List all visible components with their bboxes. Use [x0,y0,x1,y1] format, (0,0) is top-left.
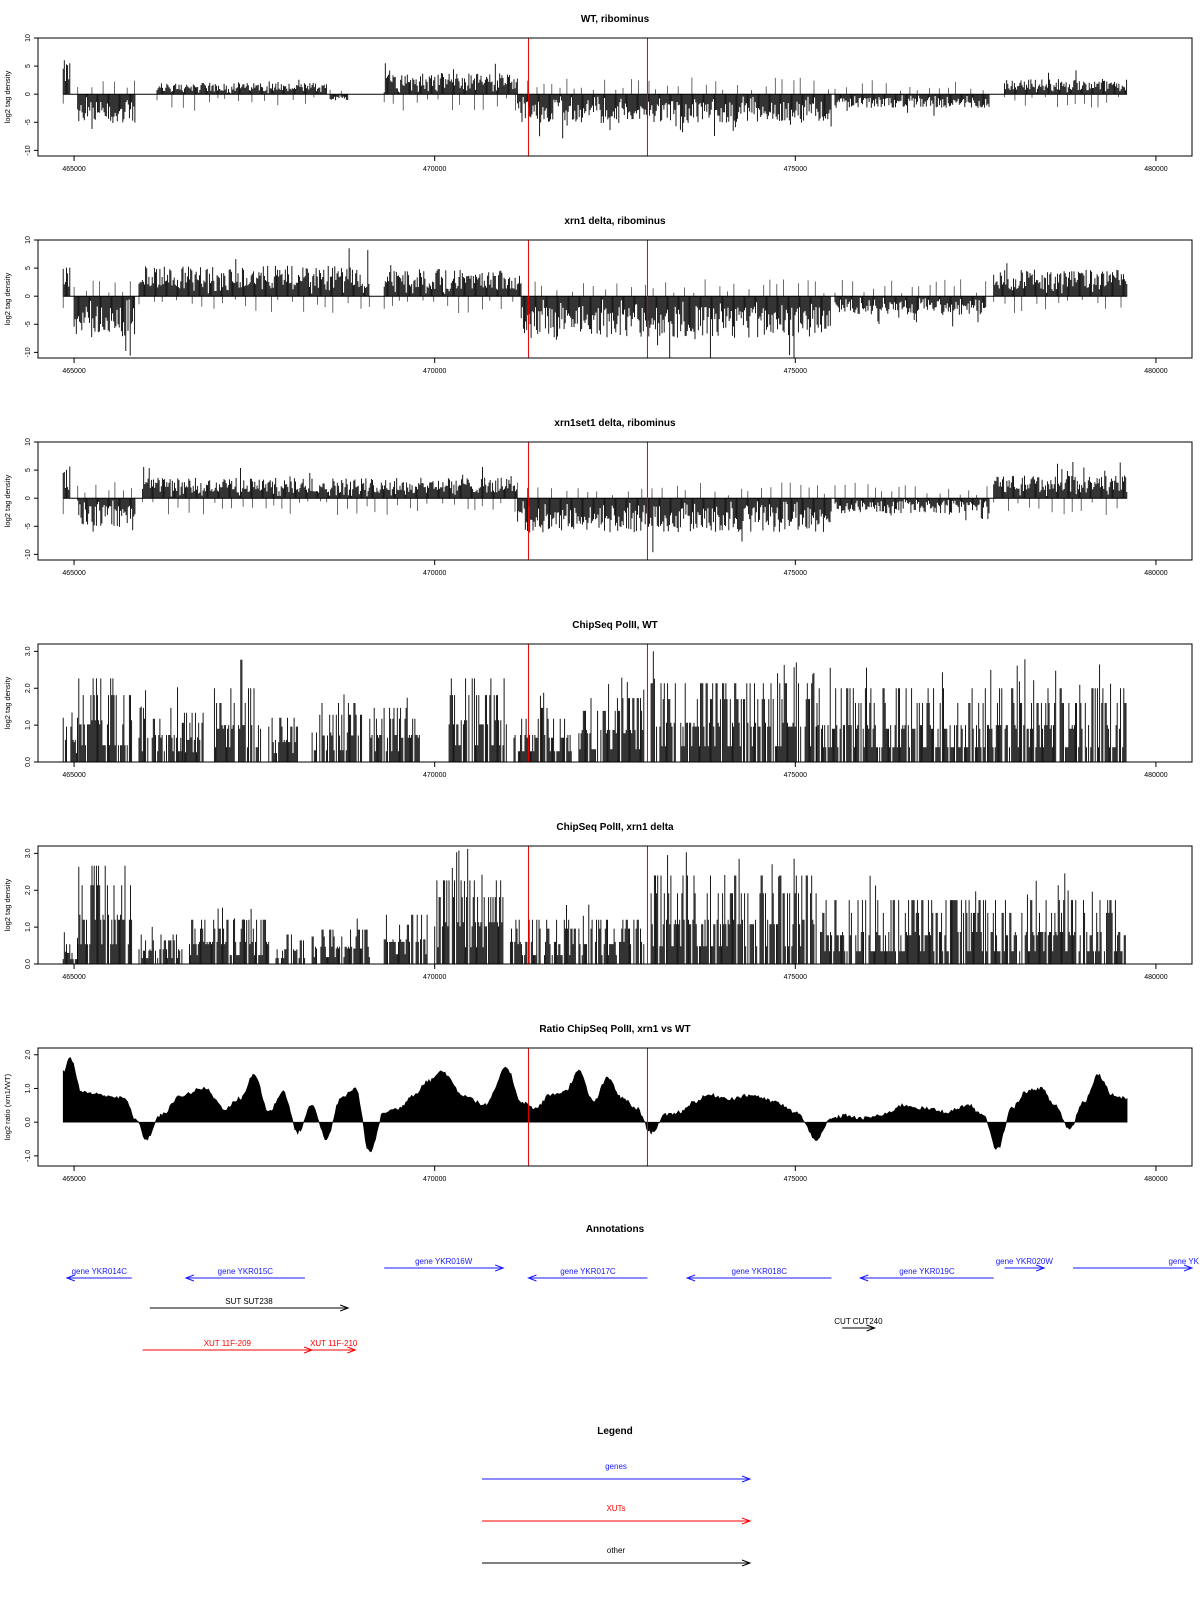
data-segment [651,852,816,964]
legend-item [482,1546,750,1566]
data-segment [384,265,520,313]
legend-panel [482,1426,750,1566]
y-tick-label: -5 [25,119,32,126]
data-bars [63,932,77,964]
legend-item [482,1504,750,1524]
data-bars [63,467,70,499]
data-bars [449,678,506,762]
panel-title: xrn1set1 delta, ribominus [554,418,676,429]
data-segment [157,80,326,111]
data-segment [276,935,305,965]
data-bars [579,905,644,964]
data-bars [312,694,362,762]
data-bars [330,94,348,100]
panel-title: Ratio ChipSeq PolII, xrn1 vs WT [539,1024,691,1035]
y-tick-label: -1.0 [25,1149,32,1162]
data-segment [384,63,517,110]
data-bars [269,718,298,762]
x-tick-label: 480000 [1144,570,1168,577]
data-bars [835,498,989,520]
x-tick-label: 475000 [783,368,807,375]
data-bars-minor [835,80,983,94]
annotation-feature [143,1339,312,1353]
y-axis [3,438,38,559]
data-bars [514,693,571,762]
y-tick-label: 10 [25,34,32,42]
data-segment [518,78,832,139]
annotation-feature [310,1339,358,1353]
data-segment [384,915,427,964]
feature-label: XUT 11F-209 [203,1339,251,1348]
data-bars [651,852,816,964]
data-bars-minor [143,498,515,515]
feature-label: gene YKR017C [560,1267,616,1276]
data-segment [510,905,575,964]
annotations-panel [67,1224,1200,1353]
x-axis [62,1166,1167,1183]
data-segment [312,694,362,762]
x-tick-label: 475000 [783,166,807,173]
panel-title: ChipSeq PolII, xrn1 delta [556,822,674,833]
data-segment [835,279,986,326]
data-segment [143,467,517,515]
x-tick-label: 480000 [1144,974,1168,981]
data-bars [74,296,135,355]
data-bars [651,651,816,762]
data-bars [63,713,77,763]
annotations-title: Annotations [585,1224,645,1235]
data-bars [312,919,369,965]
data-segment [449,678,506,762]
data-segment [370,698,420,762]
feature-label: gene YKR016W [415,1257,473,1266]
panel-title: ChipSeq PolII, WT [572,620,658,631]
data-bars-minor [518,483,825,499]
data-segment [821,873,1127,964]
x-tick-label: 480000 [1144,772,1168,779]
data-bars [817,659,1126,762]
x-tick-label: 480000 [1144,368,1168,375]
data-segment [78,482,135,531]
y-tick-label: 5 [25,468,32,473]
y-tick-label: -10 [25,347,32,358]
legend-label: genes [605,1462,627,1471]
data-segment [835,80,989,115]
data-bars-minor [157,94,314,110]
y-axis [3,646,38,766]
y-tick-label: -5 [25,321,32,328]
data-segment [579,678,644,762]
data-segment [330,90,348,100]
y-axis [3,1050,38,1162]
data-bars-minor [384,94,515,110]
plot-frame [38,38,1192,156]
chart-panel-6 [3,1024,1192,1183]
data-bars [139,248,369,296]
x-tick-label: 465000 [62,974,86,981]
legend-label: XUTs [606,1504,626,1513]
y-axis-label: log2 tag density [3,474,12,528]
chart-panel-1 [3,14,1192,173]
x-axis [62,560,1167,577]
data-bars [63,60,70,94]
data-bars-minor [78,482,132,498]
data-bars [994,263,1127,296]
panel-title: xrn1 delta, ribominus [564,216,666,227]
y-tick-label: 1.0 [25,1083,32,1094]
annotation-feature [834,1317,883,1331]
y-axis-label: log2 ratio (xrn1/WT) [3,1073,12,1141]
x-tick-label: 475000 [783,1176,807,1183]
data-bars-minor [835,483,987,498]
annotation-feature [528,1267,647,1281]
data-segment [514,693,571,762]
data-segment [211,660,261,762]
x-tick-label: 475000 [783,772,807,779]
feature-label: CUT CUT240 [834,1317,883,1326]
feature-label: gene YKR020W [995,1257,1053,1266]
y-tick-label: 0.0 [25,757,32,767]
data-bars-minor [139,296,369,313]
x-tick-label: 470000 [423,974,447,981]
legend-title: Legend [597,1426,633,1437]
y-tick-label: 2.0 [25,1049,32,1060]
data-segment [63,932,77,964]
y-tick-label: 0 [25,92,32,97]
data-segment [182,713,203,762]
panel-data [63,248,1127,358]
data-segment [78,866,132,964]
annotation-feature [67,1267,132,1281]
data-bars [139,927,182,964]
data-bars-minor [1005,94,1119,107]
data-bars [143,467,517,498]
ratio-area [63,1058,1127,1152]
chart-panel-4 [3,620,1192,779]
data-bars [1005,70,1127,94]
data-bars [835,296,986,326]
y-tick-label: 10 [25,438,32,446]
data-segment [312,919,369,965]
data-bars-minor [74,281,130,297]
x-tick-label: 470000 [423,166,447,173]
x-tick-label: 465000 [62,1176,86,1183]
data-bars [994,462,1127,498]
y-axis-label: log2 tag density [3,878,12,932]
data-segment [78,678,132,762]
x-tick-label: 465000 [62,570,86,577]
data-segment [518,483,832,553]
x-tick-label: 465000 [62,772,86,779]
feature-label: gene YKR018C [731,1267,787,1276]
data-bars [190,908,269,964]
data-bars [821,873,1127,964]
data-bars-minor [518,78,829,95]
data-segment [190,908,269,964]
x-tick-label: 475000 [783,974,807,981]
panel-data [63,462,1127,552]
y-tick-label: 2.0 [25,885,32,896]
x-tick-label: 475000 [783,570,807,577]
y-tick-label: 1.0 [25,720,32,730]
data-bars [370,698,420,762]
feature-label: gene YK [1168,1257,1199,1266]
data-bars [835,94,989,116]
x-tick-label: 480000 [1144,166,1168,173]
data-bars [384,63,517,94]
y-tick-label: 5 [25,266,32,271]
data-bars [157,80,326,94]
data-bars [510,905,575,964]
data-bars [78,498,135,531]
x-axis [62,964,1167,981]
data-bars [78,866,132,964]
data-segment [63,713,77,763]
feature-label: gene YKR015C [217,1267,274,1276]
data-bars [518,94,832,138]
data-segment [139,687,182,762]
data-segment [521,279,830,358]
data-segment [63,60,70,103]
data-segment [74,281,135,356]
y-tick-label: 3.0 [25,848,32,859]
data-bars [384,915,427,964]
data-bars [521,296,830,358]
data-bars-minor [330,90,341,94]
data-bars [139,687,182,762]
data-bars [276,935,305,965]
data-segment [835,483,989,520]
data-segment [1005,70,1127,107]
panel-data [63,651,1127,762]
data-bars [78,94,135,129]
y-axis-label: log2 tag density [3,272,12,326]
y-tick-label: 2.0 [25,683,32,694]
data-bars-minor [994,498,1117,515]
annotation-feature [186,1267,305,1281]
data-bars [579,678,644,762]
y-tick-label: 1.0 [25,922,32,932]
y-tick-label: 0 [25,496,32,501]
feature-label: gene YKR019C [899,1267,955,1276]
x-axis [62,358,1167,375]
y-tick-label: 5 [25,64,32,69]
legend-item [482,1462,750,1482]
data-bars-minor [384,296,513,313]
legend-label: other [606,1546,626,1555]
data-segment [269,718,298,762]
panel-data [63,849,1127,964]
y-tick-label: -10 [25,145,32,156]
data-segment [139,248,369,312]
data-segment [994,263,1127,313]
feature-label: XUT 11F-210 [310,1339,358,1348]
data-segment [651,651,816,762]
data-segment [63,268,70,309]
data-segment [78,81,135,129]
annotation-feature [1073,1257,1200,1271]
data-bars-minor [835,279,986,296]
x-tick-label: 470000 [423,368,447,375]
y-axis [3,236,38,357]
chart-panel-5 [3,822,1192,981]
x-tick-label: 470000 [423,772,447,779]
x-tick-label: 480000 [1144,1176,1168,1183]
x-axis [62,762,1167,779]
data-segment [994,462,1127,515]
y-tick-label: -10 [25,549,32,560]
data-bars-minor [78,81,135,95]
annotation-feature [860,1267,993,1281]
data-bars [435,849,503,964]
data-segment [63,467,70,515]
x-tick-label: 470000 [423,1176,447,1183]
y-tick-label: 0 [25,294,32,299]
y-axis-label: log2 tag density [3,676,12,730]
panel-data [63,1058,1127,1153]
y-tick-label: 0.0 [25,959,32,969]
annotation-feature [150,1297,348,1311]
y-tick-label: 3.0 [25,646,32,657]
chart-panel-2 [3,216,1192,375]
panel-data [63,60,1127,138]
y-tick-label: -5 [25,523,32,530]
x-tick-label: 465000 [62,368,86,375]
annotation-feature [687,1267,831,1281]
x-axis [62,156,1167,173]
annotation-feature [996,1257,1054,1271]
annotation-feature [384,1257,503,1271]
data-bars-minor [994,296,1121,313]
data-segment [435,849,503,964]
feature-label: SUT SUT238 [225,1297,273,1306]
plot-frame [38,442,1192,560]
data-bars [211,660,261,762]
data-bars [518,498,832,552]
feature-label: gene YKR014C [71,1267,128,1276]
x-tick-label: 470000 [423,570,447,577]
data-bars-minor [521,279,824,296]
y-tick-label: 10 [25,236,32,244]
y-axis [3,848,38,968]
data-segment [579,905,644,964]
y-axis [3,34,38,155]
data-bars [384,265,520,296]
chart-panel-3 [3,418,1192,577]
y-axis-label: log2 tag density [3,70,12,124]
data-bars [78,678,132,762]
data-bars [182,713,203,762]
panel-title: WT, ribominus [580,14,650,25]
x-tick-label: 465000 [62,166,86,173]
data-bars [63,268,70,297]
data-segment [139,927,182,964]
data-segment [817,659,1126,762]
y-tick-label: 0.0 [25,1117,32,1128]
